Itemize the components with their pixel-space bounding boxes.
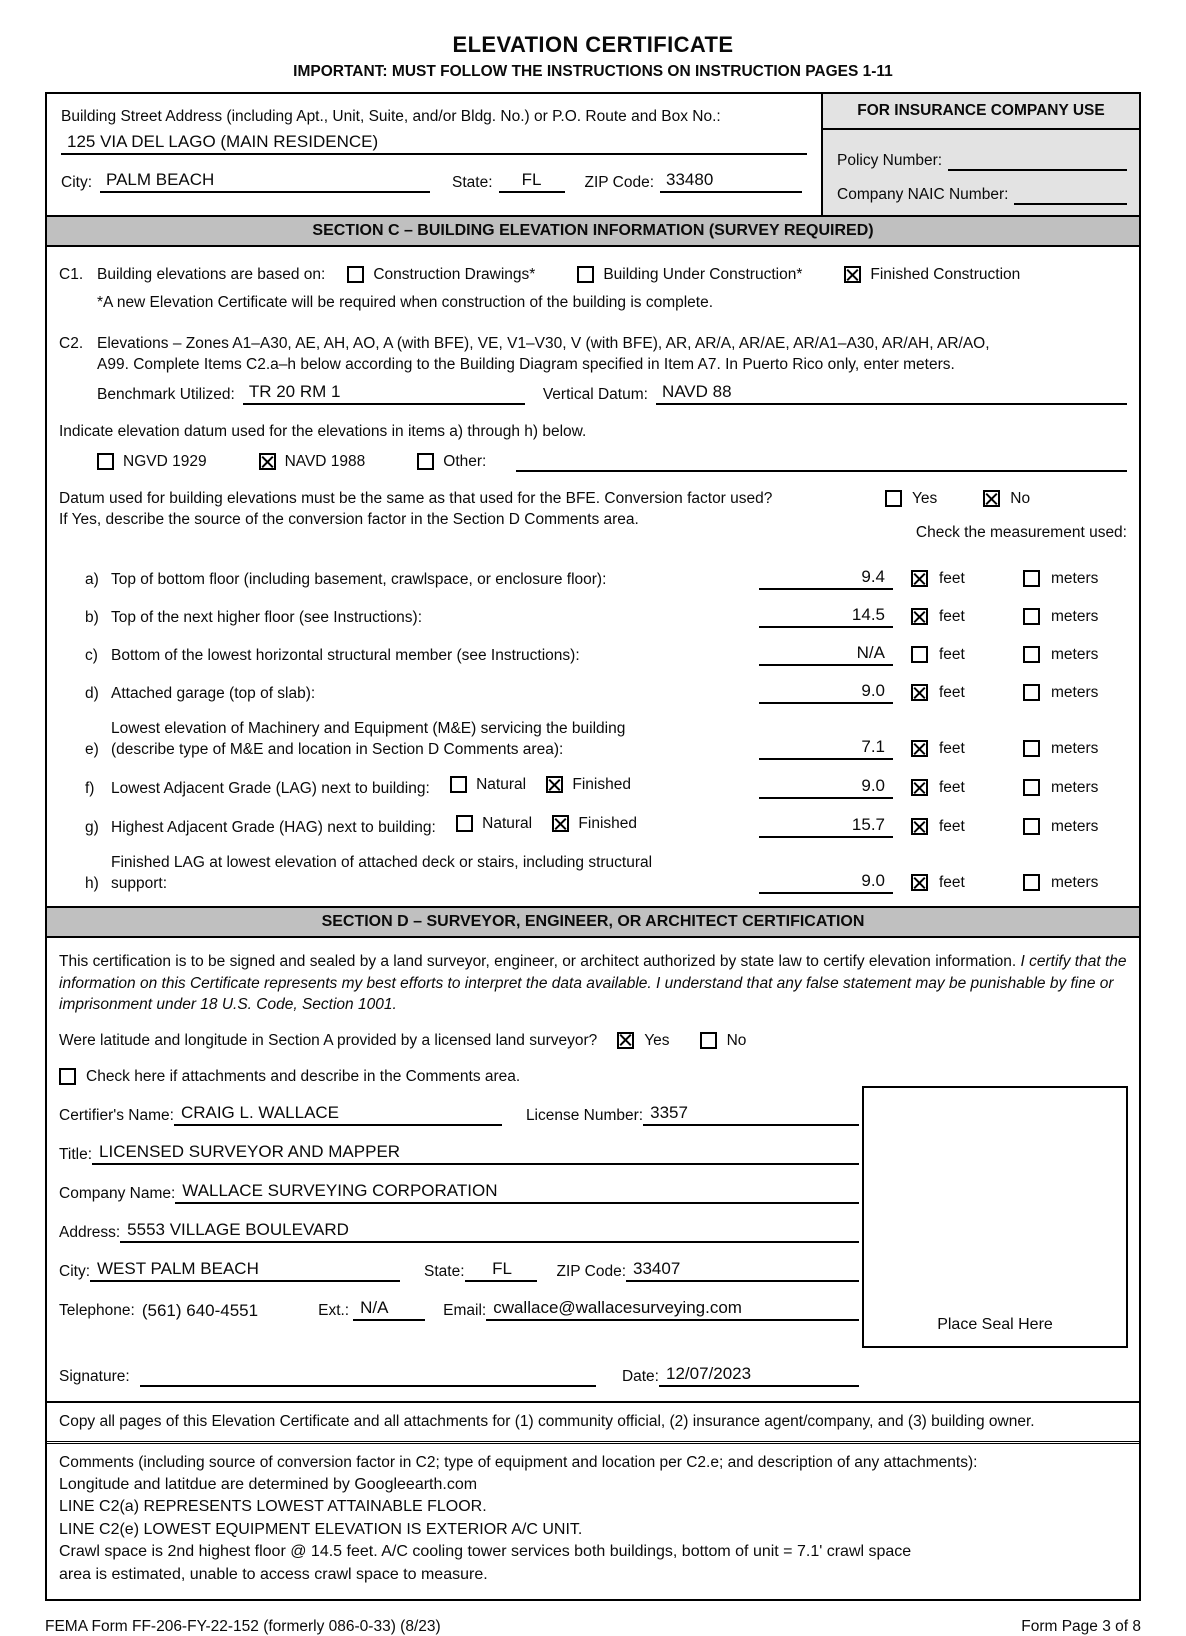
certifier-zip-field[interactable]: 33407 xyxy=(626,1258,859,1282)
certifier-address-field[interactable]: 5553 VILLAGE BOULEVARD xyxy=(120,1219,859,1243)
elevation-row-e xyxy=(59,718,1127,760)
row-e-label-line1: Lowest elevation of Machinery and Equipment (M&E) servicing the building xyxy=(111,720,626,737)
feet-label: feet xyxy=(939,779,965,796)
certifier-zip-label: ZIP Code: xyxy=(556,1262,627,1280)
vertical-datum-field[interactable]: NAVD 88 xyxy=(656,381,1127,405)
row-e-feet-checkbox[interactable] xyxy=(911,740,928,757)
building-under-construction-label: Building Under Construction* xyxy=(603,266,803,283)
row-b-meters-checkbox[interactable] xyxy=(1023,608,1040,625)
zip-field[interactable]: 33480 xyxy=(660,169,802,193)
conversion-no-checkbox[interactable] xyxy=(983,490,1000,507)
meters-label: meters xyxy=(1051,874,1099,891)
row-e-value-field[interactable]: 7.1 xyxy=(759,736,893,760)
naic-number-label: Company NAIC Number: xyxy=(837,186,1009,203)
row-f-natural-label: Natural xyxy=(476,776,527,793)
certification-text-italic: I certify that the information on this Certificate represents my best efforts to interpret the data available. I understand that any false statement may be punishable by fine or imprisonment under 18 U.S. Code, Section 1001. xyxy=(59,953,1127,1013)
elevation-row-f xyxy=(59,774,1127,799)
naic-number-field[interactable] xyxy=(1014,186,1127,205)
attachments-checkbox[interactable] xyxy=(59,1068,76,1085)
indicate-datum-line: Indicate elevation datum used for the elevations in items a) through h) below. xyxy=(59,423,587,440)
feet-label: feet xyxy=(939,646,965,663)
company-name-field[interactable]: WALLACE SURVEYING CORPORATION xyxy=(175,1180,859,1204)
finished-construction-checkbox[interactable] xyxy=(844,266,861,283)
row-b-key: b) xyxy=(85,609,99,626)
conversion-yes-checkbox[interactable] xyxy=(885,490,902,507)
insurance-panel-header: FOR INSURANCE COMPANY USE xyxy=(823,94,1139,130)
signature-label: Signature: xyxy=(59,1367,130,1385)
row-a-meters-checkbox[interactable] xyxy=(1023,570,1040,587)
attachments-label: Check here if attachments and describe in the Comments area. xyxy=(86,1067,521,1085)
row-e-label-line2: (describe type of M&E and location in Section D Comments area): xyxy=(111,741,564,758)
conversion-block xyxy=(59,488,1127,552)
row-a-label: Top of bottom floor (including basement, crawlspace, or enclosure floor): xyxy=(111,571,607,588)
row-f-feet-checkbox[interactable] xyxy=(911,779,928,796)
telephone-label: Telephone: xyxy=(59,1301,135,1319)
meters-label: meters xyxy=(1051,608,1099,625)
row-d-meters-checkbox[interactable] xyxy=(1023,684,1040,701)
row-e-key: e) xyxy=(85,741,99,758)
license-number-label: License Number: xyxy=(525,1106,644,1124)
conversion-note: If Yes, describe the source of the conversion factor in the Section D Comments area. xyxy=(59,511,639,528)
meters-label: meters xyxy=(1051,740,1099,757)
datum-other-label: Other: xyxy=(443,453,487,470)
address-section xyxy=(47,94,1139,215)
certifier-fields xyxy=(59,1102,859,1321)
certification-paragraph xyxy=(59,951,1127,1016)
c2-row xyxy=(59,333,1127,375)
finished-construction-label: Finished Construction xyxy=(870,266,1021,283)
row-f-finished-checkbox[interactable] xyxy=(546,776,563,793)
certifier-state-label: State: xyxy=(424,1262,465,1280)
telephone-field[interactable]: (561) 640-4551 xyxy=(141,1300,259,1320)
title-field[interactable]: LICENSED SURVEYOR AND MAPPER xyxy=(92,1141,859,1165)
comment-line: Crawl space is 2nd highest floor @ 14.5 feet. A/C cooling tower services both buildings, bottom of unit = 7.1' crawl space xyxy=(59,1543,912,1560)
row-g-label: Highest Adjacent Grade (HAG) next to building: xyxy=(111,819,436,836)
navd-1988-checkbox[interactable] xyxy=(259,453,276,470)
row-b-label: Top of the next higher floor (see Instructions): xyxy=(111,609,423,626)
certifier-city-label: City: xyxy=(59,1262,90,1280)
navd-1988-label: NAVD 1988 xyxy=(284,453,366,470)
state-label: State: xyxy=(452,174,493,191)
c1-question: Building elevations are based on: xyxy=(97,266,326,283)
c1-key: C1. xyxy=(59,266,84,283)
street-address-label: Building Street Address (including Apt., Unit, Suite, and/or Bldg. No.) or P.O. Route and Box No.: xyxy=(61,108,721,125)
certifier-name-label: Certifier's Name: xyxy=(59,1106,174,1124)
latlong-yes-label: Yes xyxy=(644,1031,670,1049)
row-a-value-field[interactable]: 9.4 xyxy=(759,566,893,590)
c2-text-line2: A99. Complete Items C2.a–h below according to the Building Diagram specified in Item A7. In Puerto Rico only, enter meters. xyxy=(97,356,955,373)
policy-number-field[interactable] xyxy=(948,152,1127,171)
row-e-meters-checkbox[interactable] xyxy=(1023,740,1040,757)
row-g-meters-checkbox[interactable] xyxy=(1023,818,1040,835)
email-field[interactable]: cwallace@wallacesurveying.com xyxy=(486,1297,859,1321)
license-number-field[interactable]: 3357 xyxy=(643,1102,859,1126)
row-f-meters-checkbox[interactable] xyxy=(1023,779,1040,796)
certifier-address-label: Address: xyxy=(59,1223,121,1241)
benchmark-field[interactable]: TR 20 RM 1 xyxy=(243,381,525,405)
row-d-label: Attached garage (top of slab): xyxy=(111,685,316,702)
c1-row xyxy=(59,264,1127,285)
insurance-company-use-panel xyxy=(821,94,1139,215)
latlong-question: Were latitude and longitude in Section A provided by a licensed land surveyor? xyxy=(59,1031,598,1049)
row-h-key: h) xyxy=(85,875,99,892)
certification-text: This certification is to be signed and sealed by a land surveyor, engineer, or architect authorized by state law to certify elevation information. xyxy=(59,953,1021,970)
feet-label: feet xyxy=(939,684,965,701)
seal-box xyxy=(862,1086,1128,1348)
latlong-no-label: No xyxy=(726,1031,747,1049)
comment-line: LINE C2(a) REPRESENTS LOWEST ATTAINABLE FLOOR. xyxy=(59,1498,487,1515)
row-h-feet-checkbox[interactable] xyxy=(911,874,928,891)
page-title: ELEVATION CERTIFICATE xyxy=(452,32,734,57)
comment-line: LINE C2(e) LOWEST EQUIPMENT ELEVATION IS EXTERIOR A/C UNIT. xyxy=(59,1520,583,1538)
footer-form-number: FEMA Form FF-206-FY-22-152 (formerly 086-0-33) (8/23) xyxy=(45,1618,441,1635)
comments-label: Comments (including source of conversion factor in C2; type of equipment and location per C2.e; and description of any attachments): xyxy=(59,1453,978,1471)
seal-box-label: Place Seal Here xyxy=(937,1316,1053,1333)
row-c-label: Bottom of the lowest horizontal structural member (see Instructions): xyxy=(111,647,580,664)
row-d-key: d) xyxy=(85,685,99,702)
building-address-cell xyxy=(47,94,821,215)
c1-note: *A new Elevation Certificate will be required when construction of the building is complete. xyxy=(97,294,714,311)
signature-field[interactable] xyxy=(140,1366,596,1387)
row-f-value-field[interactable]: 9.0 xyxy=(759,775,893,799)
policy-number-label: Policy Number: xyxy=(837,152,943,169)
certifier-state-field[interactable]: FL xyxy=(465,1258,537,1282)
feet-label: feet xyxy=(939,874,965,891)
row-b-feet-checkbox[interactable] xyxy=(911,608,928,625)
elevation-row-a xyxy=(59,566,1127,590)
datum-other-field[interactable] xyxy=(516,452,1127,472)
conversion-no-label: No xyxy=(1010,490,1031,507)
latlong-yes-checkbox[interactable] xyxy=(617,1032,634,1049)
row-g-natural-checkbox[interactable] xyxy=(456,815,473,832)
title-label: Title: xyxy=(59,1145,93,1163)
c2-key: C2. xyxy=(59,335,84,352)
vertical-datum-label: Vertical Datum: xyxy=(542,386,648,403)
page-footer xyxy=(45,1618,1141,1636)
comment-line: area is estimated, unable to access crawl space to measure. xyxy=(59,1565,488,1583)
row-h-value-field[interactable]: 9.0 xyxy=(759,870,893,894)
row-c-meters-checkbox[interactable] xyxy=(1023,646,1040,663)
row-c-key: c) xyxy=(85,647,98,664)
zip-label: ZIP Code: xyxy=(584,174,655,191)
elevation-row-d xyxy=(59,680,1127,704)
row-a-key: a) xyxy=(85,571,99,588)
section-c-body xyxy=(47,247,1139,906)
meters-label: meters xyxy=(1051,779,1099,796)
feet-label: feet xyxy=(939,570,965,587)
row-f-key: f) xyxy=(85,780,95,797)
comment-line: Longitude and latitdue are determined by Googleearth.com xyxy=(59,1475,478,1493)
construction-drawings-checkbox[interactable] xyxy=(347,266,364,283)
elevation-row-b xyxy=(59,604,1127,628)
city-field[interactable]: PALM BEACH xyxy=(100,169,430,193)
row-b-value-field[interactable]: 14.5 xyxy=(759,604,893,628)
signature-row xyxy=(59,1363,859,1387)
row-h-meters-checkbox[interactable] xyxy=(1023,874,1040,891)
comments-section xyxy=(47,1441,1139,1600)
row-c-value-field[interactable]: N/A xyxy=(759,642,893,666)
elevation-certificate-form xyxy=(45,92,1141,1601)
section-d-body xyxy=(47,938,1139,1387)
copy-note-row: Copy all pages of this Elevation Certificate and all attachments for (1) community official, (2) insurance agent/company, and (3) building owner. xyxy=(47,1401,1139,1441)
latlong-no-checkbox[interactable] xyxy=(700,1032,717,1049)
meters-label: meters xyxy=(1051,570,1099,587)
date-label: Date: xyxy=(621,1367,659,1385)
elevation-row-c xyxy=(59,642,1127,666)
meters-label: meters xyxy=(1051,684,1099,701)
datum-options-row xyxy=(97,451,1127,472)
meters-label: meters xyxy=(1051,646,1099,663)
elevation-row-h xyxy=(59,852,1127,894)
row-g-value-field[interactable]: 15.7 xyxy=(759,814,893,838)
row-d-value-field[interactable]: 9.0 xyxy=(759,680,893,704)
conversion-yes-label: Yes xyxy=(912,490,938,507)
measurement-used-note: Check the measurement used: xyxy=(915,524,1127,541)
row-g-feet-checkbox[interactable] xyxy=(911,818,928,835)
construction-drawings-label: Construction Drawings* xyxy=(373,266,536,283)
section-d-header: SECTION D – SURVEYOR, ENGINEER, OR ARCHITECT CERTIFICATION xyxy=(47,906,1139,938)
benchmark-label: Benchmark Utilized: xyxy=(97,386,235,403)
row-f-label: Lowest Adjacent Grade (LAG) next to building: xyxy=(111,780,430,797)
ext-field[interactable]: N/A xyxy=(353,1297,425,1321)
row-g-key: g) xyxy=(85,819,99,836)
row-g-finished-label: Finished xyxy=(578,815,637,832)
row-h-label-line1: Finished LAG at lowest elevation of attached deck or stairs, including structural xyxy=(111,854,653,871)
row-f-finished-label: Finished xyxy=(572,776,631,793)
c2-text-line1: Elevations – Zones A1–A30, AE, AH, AO, A (with BFE), VE, V1–V30, V (with BFE), AR, AR/A, AR/AE, AR/A1–A30, AR/AH, AR/AO, xyxy=(97,335,990,352)
feet-label: feet xyxy=(939,818,965,835)
date-field[interactable]: 12/07/2023 xyxy=(659,1363,859,1387)
feet-label: feet xyxy=(939,740,965,757)
benchmark-row xyxy=(97,381,1127,405)
building-under-construction-checkbox[interactable] xyxy=(577,266,594,283)
ngvd-1929-checkbox[interactable] xyxy=(97,453,114,470)
certifier-name-field[interactable]: CRAIG L. WALLACE xyxy=(174,1102,502,1126)
row-g-finished-checkbox[interactable] xyxy=(552,815,569,832)
row-a-feet-checkbox[interactable] xyxy=(911,570,928,587)
datum-other-checkbox[interactable] xyxy=(417,453,434,470)
section-c-header: SECTION C – BUILDING ELEVATION INFORMATION (SURVEY REQUIRED) xyxy=(47,215,1139,247)
email-label: Email: xyxy=(443,1301,487,1319)
feet-label: feet xyxy=(939,608,965,625)
state-field[interactable]: FL xyxy=(499,169,565,193)
company-name-label: Company Name: xyxy=(59,1184,176,1202)
row-f-natural-checkbox[interactable] xyxy=(450,776,467,793)
ngvd-1929-label: NGVD 1929 xyxy=(123,453,207,470)
meters-label: meters xyxy=(1051,818,1099,835)
row-c-feet-checkbox[interactable] xyxy=(911,646,928,663)
footer-page-number: Form Page 3 of 8 xyxy=(1021,1618,1141,1635)
conversion-question: Datum used for building elevations must be the same as that used for the BFE. Conversion factor used? xyxy=(59,490,773,507)
page-header xyxy=(0,0,1186,81)
page-subtitle: IMPORTANT: MUST FOLLOW THE INSTRUCTIONS ON INSTRUCTION PAGES 1-11 xyxy=(293,63,893,80)
ext-label: Ext.: xyxy=(318,1301,350,1319)
row-g-natural-label: Natural xyxy=(482,815,533,832)
city-label: City: xyxy=(61,174,92,191)
attachments-row xyxy=(59,1066,1127,1087)
row-h-label-line2: support: xyxy=(111,875,168,892)
certifier-city-field[interactable]: WEST PALM BEACH xyxy=(90,1258,400,1282)
latlong-question-row xyxy=(59,1030,1127,1051)
street-address-field[interactable]: 125 VIA DEL LAGO (MAIN RESIDENCE) xyxy=(61,131,807,155)
elevation-row-g xyxy=(59,813,1127,838)
row-d-feet-checkbox[interactable] xyxy=(911,684,928,701)
